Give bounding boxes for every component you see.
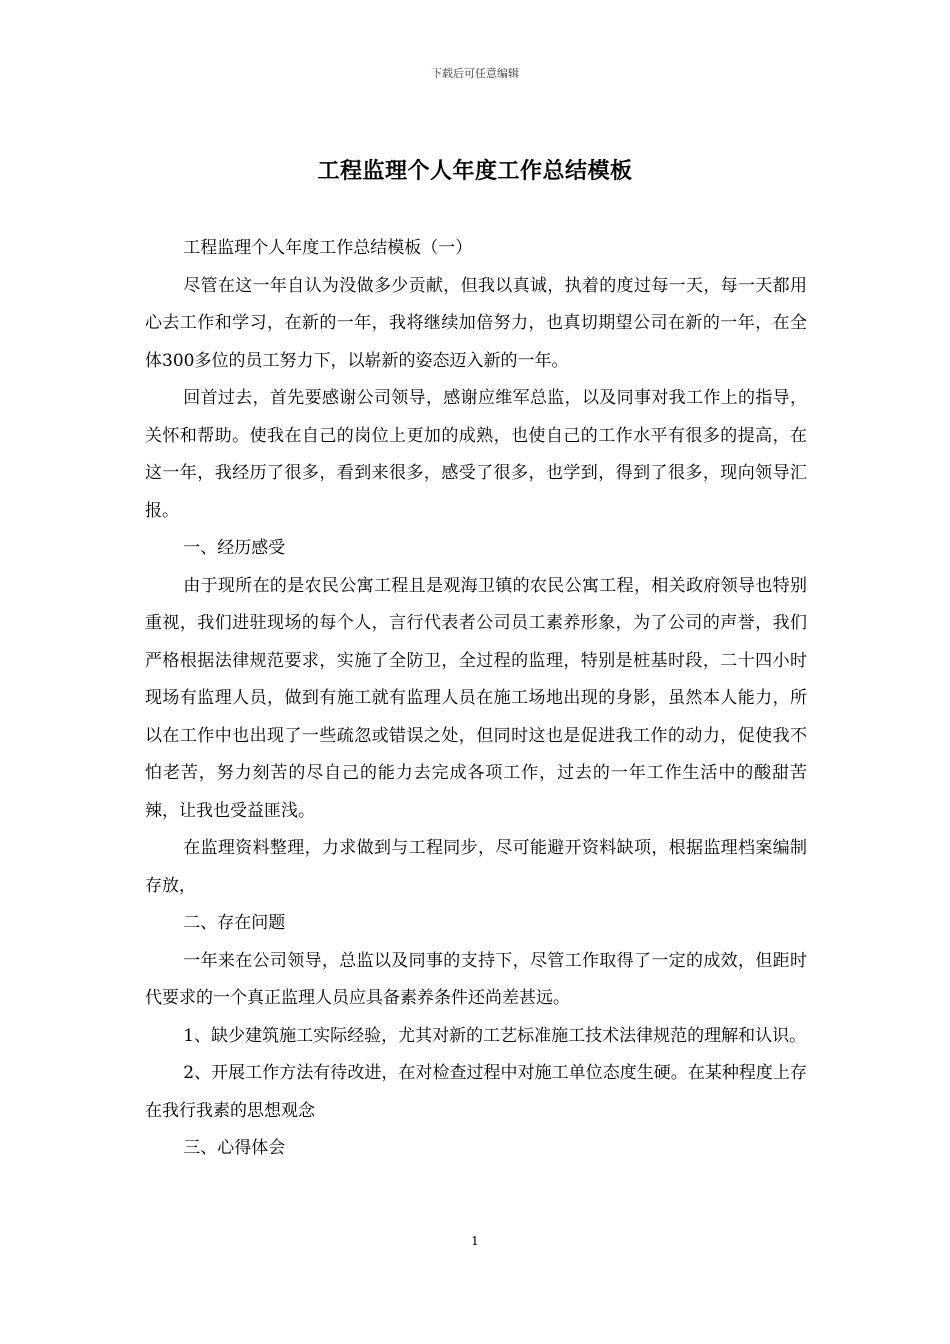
body-paragraph: 回首过去，首先要感谢公司领导，感谢应维军总监，以及同事对我工作上的指导，关怀和帮助。使我在自己的岗位上更加的成熟，也使自己的工作水平有很多的提高，在这一年，我经历了很多，看到来很多，感受了很多，也学到，得到了很多，现向领导汇报。: [145, 388, 807, 521]
list-item: 1、缺少建筑施工实际经验，尤其对新的工艺标准施工技术法律规范的理解和认识。: [183, 1025, 807, 1046]
list-item: 2、开展工作方法有待改进，在对检查过程中对施工单位态度生硬。在某种程度上存在我行我素的思想观念: [145, 1063, 807, 1121]
document-body: [145, 230, 807, 1168]
header-note: 下载后可任意编辑: [431, 67, 519, 80]
page-number: 1: [471, 1234, 479, 1248]
section-heading: 一、经历感受: [183, 538, 286, 558]
body-paragraph: 一年来在公司领导，总监以及同事的支持下，尽管工作取得了一定的成效，但距时代要求的一个真正监理人员应具备素养条件还尚差甚远。: [145, 950, 807, 1008]
section-heading: 二、存在问题: [183, 913, 286, 933]
section-heading: 三、心得体会: [183, 1138, 286, 1158]
body-paragraph: 由于现所在的是农民公寓工程且是观海卫镇的农民公寓工程，相关政府领导也特别重视，我们进驻现场的每个人，言行代表者公司员工素养形象，为了公司的声誉，我们严格根据法律规范要求，实施了全防卫，全过程的监理，特别是桩基时段，二十四小时现场有监理人员，做到有施工就有监理人员在施工场地出现的身影，虽然本人能力，所以在工作中也出现了一些疏忽或错误之处，但同时这也是促进我工作的动力，促使我不怕老苦，努力刻苦的尽自己的能力去完成各项工作，过去的一年工作生活中的酸甜苦辣，让我也受益匪浅。: [145, 575, 807, 821]
document-title: 工程监理个人年度工作总结模板: [317, 158, 633, 184]
body-paragraph: 在监理资料整理，力求做到与工程同步，尽可能避开资料缺项，根据监理档案编制存放，: [145, 838, 807, 896]
body-paragraph: 尽管在这一年自认为没做多少贡献，但我以真诚，执着的度过每一天，每一天都用心去工作和学习，在新的一年，我将继续加倍努力，也真切期望公司在新的一年，在全体300多位的员工努力下，以崭新的姿态迈入新的一年。: [145, 275, 807, 371]
subtitle-paragraph: 工程监理个人年度工作总结模板（一）: [183, 238, 473, 258]
